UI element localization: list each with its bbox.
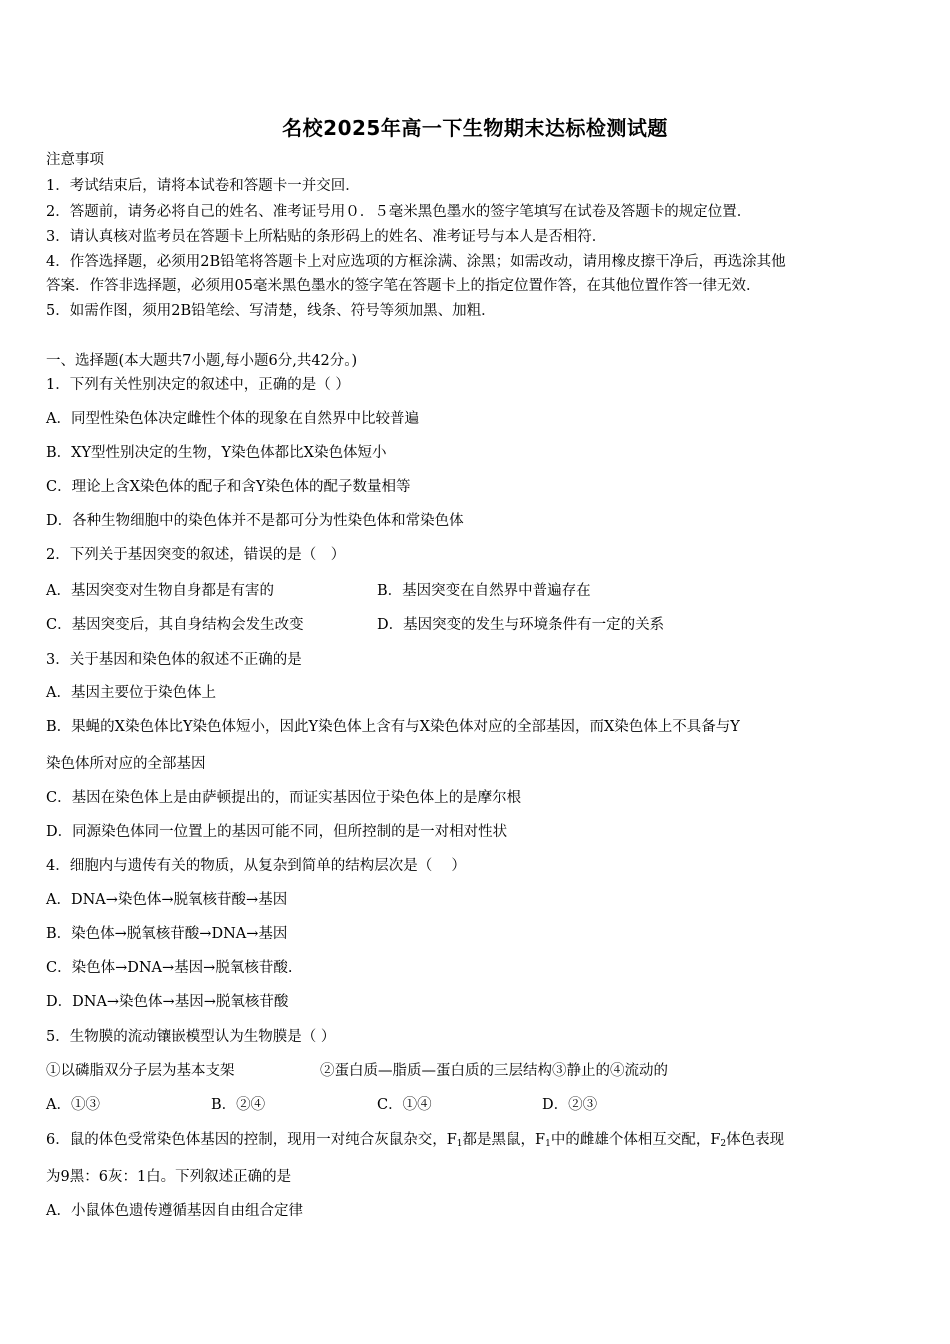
question-5-option-a: A．①③ xyxy=(46,1097,100,1113)
question-1-option-c: C．理论上含X染色体的配子和含Y染色体的配子数量相等 xyxy=(46,479,411,495)
notice-item: 1．考试结束后，请将本试卷和答题卡一并交回． xyxy=(46,178,360,194)
question-3-option-b: B．果蝇的X染色体比Y染色体短小，因此Y染色体上含有与X染色体对应的全部基因，而X染色体上不具备与Y xyxy=(46,719,740,735)
notice-item: 5．如需作图，须用2B铅笔绘、写清楚，线条、符号等须加黑、加粗． xyxy=(46,303,496,319)
question-4-option-a: A．DNA→染色体→脱氧核苷酸→基因 xyxy=(46,892,288,908)
notice-item: 3．请认真核对监考员在答题卡上所粘贴的条形码上的姓名、准考证号与本人是否相符． xyxy=(46,229,607,245)
question-3-option-b-continued: 染色体所对应的全部基因 xyxy=(46,756,206,772)
question-6-stem-part: 中的雌雄个体相互交配，F xyxy=(550,1132,721,1148)
question-4-option-b: B．染色体→脱氧核苷酸→DNA→基因 xyxy=(46,926,288,942)
question-2-option-c: C．基因突变后，其自身结构会发生改变 xyxy=(46,617,304,633)
question-3-option-a: A．基因主要位于染色体上 xyxy=(46,685,216,701)
question-4-option-c: C．染色体→DNA→基因→脱氧核苷酸. xyxy=(46,960,293,976)
question-6-stem-part: 体色表现 xyxy=(726,1132,785,1148)
question-5-stem: 5．生物膜的流动镶嵌模型认为生物膜是（ ） xyxy=(46,1029,336,1045)
question-6-option-a: A．小鼠体色遗传遵循基因自由组合定律 xyxy=(46,1203,303,1219)
question-6-stem-part: 都是黑鼠，F xyxy=(462,1132,546,1148)
question-4-stem: 4．细胞内与遗传有关的物质，从复杂到简单的结构层次是（ ） xyxy=(46,858,466,874)
section-heading: 一、选择题(本大题共7小题,每小题6分,共42分。) xyxy=(46,353,358,369)
question-6-stem-part: 6．鼠的体色受常染色体基因的控制，现用一对纯合灰鼠杂交，F xyxy=(46,1132,457,1148)
question-3-stem: 3．关于基因和染色体的叙述不正确的是 xyxy=(46,652,302,668)
question-1-option-a: A．同型性染色体决定雌性个体的现象在自然界中比较普遍 xyxy=(46,411,419,427)
subscript: 1 xyxy=(456,1139,463,1149)
notice-item: 2．答题前，请务必将自己的姓名、准考证号用０．５毫米黑色墨水的签字笔填写在试卷及答题卡的规定位置． xyxy=(46,204,752,220)
question-5-option-b: B．②④ xyxy=(211,1097,266,1113)
notice-item: 答案．作答非选择题，必须用05毫米黑色墨水的签字笔在答题卡上的指定位置作答，在其他位置作答一律无效． xyxy=(46,278,761,294)
question-3-option-d: D．同源染色体同一位置上的基因可能不同，但所控制的是一对相对性状 xyxy=(46,824,508,840)
question-2-stem: 2．下列关于基因突变的叙述，错误的是（ ） xyxy=(46,547,346,563)
question-2-option-d: D．基因突变的发生与环境条件有一定的关系 xyxy=(377,617,665,633)
question-6-stem xyxy=(46,1130,784,1154)
page-title: 名校2025年高一下生物期末达标检测试题 xyxy=(282,116,668,140)
question-2-option-a: A．基因突变对生物自身都是有害的 xyxy=(46,583,274,599)
question-1-option-d: D．各种生物细胞中的染色体并不是都可分为性染色体和常染色体 xyxy=(46,513,464,529)
question-2-option-b: B．基因突变在自然界中普遍存在 xyxy=(377,583,591,599)
question-1-stem: 1．下列有关性别决定的叙述中，正确的是（ ） xyxy=(46,377,350,393)
subscript: 1 xyxy=(545,1139,551,1149)
question-5-option-c: C．①④ xyxy=(377,1097,432,1113)
subscript: 2 xyxy=(720,1139,727,1149)
notice-item: 4．作答选择题，必须用2B铅笔将答题卡上对应选项的方框涂满、涂黑；如需改动，请用橡皮擦干净后，再选涂其他 xyxy=(46,254,786,270)
question-5-statement-2: ②蛋白质—脂质—蛋白质的三层结构③静止的④流动的 xyxy=(320,1063,668,1079)
question-1-option-b: B．XY型性别决定的生物，Y染色体都比X染色体短小 xyxy=(46,445,387,461)
notice-heading: 注意事项 xyxy=(46,152,104,168)
question-6-stem-continued: 为9黑：6灰：1白。下列叙述正确的是 xyxy=(46,1169,292,1185)
question-5-statement-1: ①以磷脂双分子层为基本支架 xyxy=(46,1063,235,1079)
question-4-option-d: D．DNA→染色体→基因→脱氧核苷酸 xyxy=(46,994,289,1010)
question-3-option-c: C．基因在染色体上是由萨顿提出的，而证实基因位于染色体上的是摩尔根 xyxy=(46,790,522,806)
question-5-option-d: D．②③ xyxy=(542,1097,598,1113)
